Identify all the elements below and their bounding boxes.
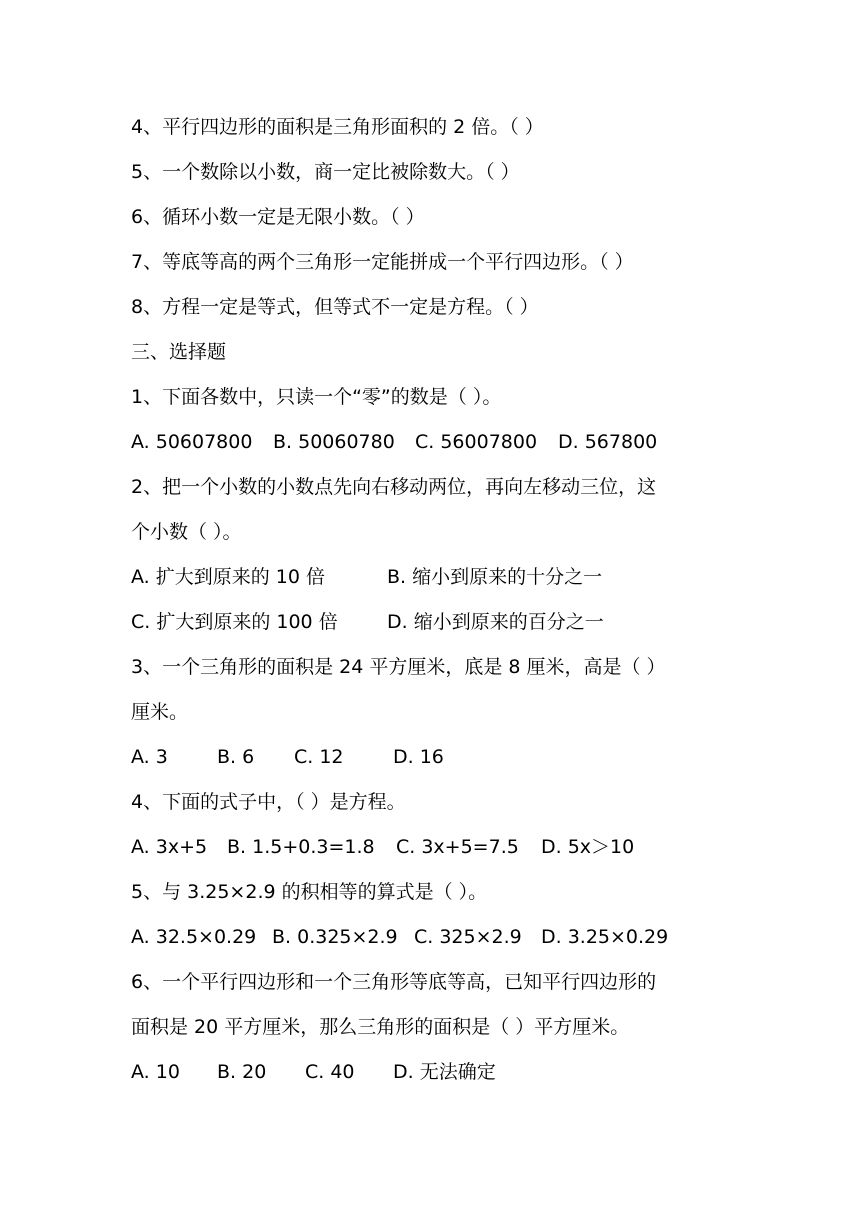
- option-a: A. 3: [131, 746, 168, 768]
- option-d: D. 无法确定: [393, 1061, 496, 1083]
- judge-item-8: 8、方程一定是等式，但等式不一定是方程。（ ）: [131, 296, 539, 318]
- judge-item-4: 4、平行四边形的面积是三角形面积的 2 倍。（ ）: [131, 116, 544, 138]
- option-c: C. 325×2.9: [414, 926, 522, 948]
- question-2-text: 2、把一个小数的小数点先向右移动两位，再向左移动三位，这: [131, 476, 657, 498]
- question-4-options: [131, 834, 751, 860]
- option-a: A. 50607800: [131, 431, 253, 453]
- option-b: B. 6: [217, 746, 255, 768]
- question-2-options-row-2: [131, 609, 751, 635]
- question-4-text: 4、下面的式子中，（ ）是方程。: [131, 791, 406, 813]
- option-b: B. 50060780: [273, 431, 395, 453]
- question-3-text-cont: 厘米。: [131, 701, 189, 723]
- judge-item-7: 7、等底等高的两个三角形一定能拼成一个平行四边形。（ ）: [131, 251, 634, 273]
- option-d: D. 缩小到原来的百分之一: [387, 611, 604, 633]
- question-3-options: [131, 744, 751, 770]
- question-1-text: 1、下面各数中，只读一个“零”的数是（ ）。: [131, 386, 502, 408]
- question-6-text: 6、一个平行四边形和一个三角形等底等高，已知平行四边形的: [131, 971, 657, 993]
- question-5-text: 5、与 3.25×2.9 的积相等的算式是（ ）。: [131, 881, 488, 903]
- question-3-text: 3、一个三角形的面积是 24 平方厘米，底是 8 厘米，高是（ ）: [131, 656, 666, 678]
- option-c: C. 40: [305, 1061, 355, 1083]
- section-title: 三、选择题: [131, 341, 227, 363]
- question-2-text-cont: 个小数（ ）。: [131, 521, 242, 543]
- option-b: B. 0.325×2.9: [272, 926, 398, 948]
- option-d: D. 567800: [558, 431, 658, 453]
- option-a: A. 3x+5: [131, 836, 208, 858]
- option-a: A. 扩大到原来的 10 倍: [131, 566, 325, 588]
- option-a: A. 32.5×0.29: [131, 926, 257, 948]
- option-b: B. 缩小到原来的十分之一: [387, 566, 603, 588]
- option-d: D. 3.25×0.29: [541, 926, 669, 948]
- option-d: D. 5x＞10: [541, 836, 635, 858]
- option-d: D. 16: [393, 746, 444, 768]
- option-b: B. 1.5+0.3=1.8: [227, 836, 375, 858]
- option-c: C. 3x+5=7.5: [396, 836, 519, 858]
- option-c: C. 12: [294, 746, 344, 768]
- option-c: C. 56007800: [415, 431, 538, 453]
- judge-item-5: 5、一个数除以小数，商一定比被除数大。（ ）: [131, 161, 520, 183]
- option-a: A. 10: [131, 1061, 180, 1083]
- question-1-options: [131, 429, 751, 455]
- question-6-text-cont: 面积是 20 平方厘米，那么三角形的面积是（ ）平方厘米。: [131, 1016, 630, 1038]
- option-c: C. 扩大到原来的 100 倍: [131, 611, 338, 633]
- question-2-options-row-1: [131, 564, 751, 590]
- question-6-options: [131, 1059, 751, 1085]
- option-b: B. 20: [217, 1061, 267, 1083]
- judge-item-6: 6、循环小数一定是无限小数。（ ）: [131, 206, 425, 228]
- question-5-options: [131, 924, 751, 950]
